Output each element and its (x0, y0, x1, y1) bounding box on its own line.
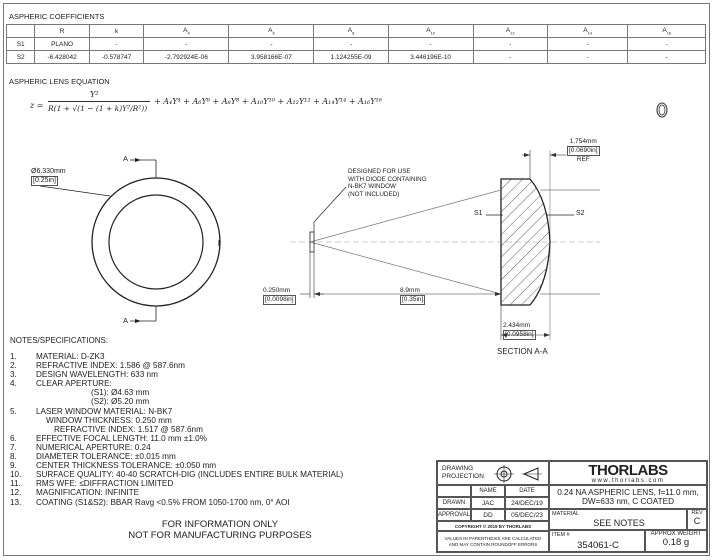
material-value: SEE NOTES (593, 518, 645, 528)
part-description: 0.24 NA ASPHERIC LENS, f=11.0 mm, DW=633 nm, C COATED (549, 485, 707, 509)
disclaimer: FOR INFORMATION ONLY NOT FOR MANUFACTURING PURPOSES (128, 519, 312, 541)
diameter-dimension: Ø6.330mm [0.25in] (31, 168, 66, 184)
brand-cell (549, 461, 707, 485)
table-cell: - (547, 51, 628, 64)
s1-label: S1 (474, 210, 483, 217)
s2-label: S2 (576, 210, 585, 217)
table-cell: - (628, 38, 706, 51)
section-label-bottom: A (123, 316, 129, 325)
title-block: DRAWING PROJECTION THORLABS www.thorlabs.com NAME DATE DRAWN JAC 24/DEC/19 APPROVAL DD 05/DEC/23 COPYRIGHT © 2019 BY THORLABS VALUES IN PARENTHESIS ARE CALCULATED AND MAY CONTAIN ROUNDOFF ERRORS 0.24 NA ASPHERIC LENS, f=11.0 mm, DW=633 nm, C COATED MATERIAL SEE NOTES REV C ITEM # 354061-C APPROX WEIGHT 0.18 g (436, 460, 708, 553)
table-header-cell: $A_{12}$ (473, 25, 547, 38)
table-cell: - (473, 51, 547, 64)
table-cell: - (628, 51, 706, 64)
section-label-top: A (123, 154, 129, 163)
table-header-cell: $A_4$ (144, 25, 229, 38)
section-caption: SECTION A-A (497, 347, 548, 356)
table-cell: -2.792924E-06 (144, 51, 229, 64)
table-header-cell: $A_8$ (314, 25, 388, 38)
drawn-date: 24/DEC/19 (505, 497, 549, 509)
center-thickness-dimension: 2.434mm [0.0958in] (503, 322, 534, 338)
table-cell: - (89, 38, 144, 51)
weight-cell: APPROX WEIGHT 0.18 g (645, 530, 707, 552)
aspheric-equation: z = Y² R(1 + √(1 − (1 + k)Y²/R²)) + A₄Y⁴ + A₆Y⁶ + A₈Y⁸ + A₁₀Y¹⁰ + A₁₂Y¹² + A₁₄Y¹⁴ + A₁₆Y¹⁶ (30, 90, 382, 113)
approval-date: 05/DEC/23 (505, 509, 549, 521)
table-cell: PLANO (35, 38, 90, 51)
distance-dimension: 8.9mm [0.35in] (400, 287, 424, 303)
table-cell: -6.428042 (35, 51, 90, 64)
projection-cell: DRAWING PROJECTION (437, 461, 549, 485)
website: www.thorlabs.com (591, 478, 665, 484)
table-cell: - (547, 38, 628, 51)
table-header-cell: $A_{10}$ (388, 25, 473, 38)
coefficients-title: ASPHERIC COEFFICIENTS (9, 12, 105, 21)
table-header-cell: $A_6$ (229, 25, 314, 38)
table-cell: - (314, 38, 388, 51)
window-dimension: 0.250mm [0.0098in] (263, 287, 294, 303)
table-header-cell: $A_{14}$ (547, 25, 628, 38)
drawn-name: JAC (471, 497, 505, 509)
table-cell: S2 (7, 51, 35, 64)
rev-cell: REV C (687, 509, 707, 530)
table-cell: - (388, 38, 473, 51)
table-cell: 3.958166E-07 (229, 51, 314, 64)
item-cell: ITEM # 354061-C (549, 530, 645, 552)
table-cell: 3.446196E-10 (388, 51, 473, 64)
table-header-cell: R (35, 25, 90, 38)
third-angle-projection-icon (492, 465, 546, 483)
notes-title: NOTES/SPECIFICATIONS: (10, 336, 109, 345)
ref-dimension: 1.754mm [0.0690in] REF (569, 138, 598, 163)
projection-mark-icon (657, 103, 667, 117)
table-cell: -0.578747 (89, 51, 144, 64)
table-cell: 1.124255E-09 (314, 51, 388, 64)
table-cell: - (229, 38, 314, 51)
values-note: VALUES IN PARENTHESIS ARE CALCULATED AND MAY CONTAIN ROUNDOFF ERRORS (437, 531, 549, 552)
section-view (290, 150, 600, 340)
front-view (40, 158, 220, 323)
material-cell: MATERIAL SEE NOTES (549, 509, 687, 530)
table-cell: S1 (7, 38, 35, 51)
brand-logo: THORLABS (588, 462, 668, 479)
rev-value: C (693, 516, 701, 526)
copyright: COPYRIGHT © 2019 BY THORLABS (437, 521, 549, 531)
designed-note: DESIGNED FOR USE WITH DIODE CONTAINING N-BK7 WINDOW (NOT INCLUDED) (348, 168, 427, 198)
item-number: 354061-C (577, 540, 619, 551)
table-header-cell: k (89, 25, 144, 38)
table-cell: - (473, 38, 547, 51)
equation-title: ASPHERIC LENS EQUATION (9, 77, 110, 86)
approval-name: DD (471, 509, 505, 521)
table-cell: - (144, 38, 229, 51)
table-header-cell: $A_{16}$ (628, 25, 706, 38)
weight-value: 0.18 g (662, 537, 690, 548)
